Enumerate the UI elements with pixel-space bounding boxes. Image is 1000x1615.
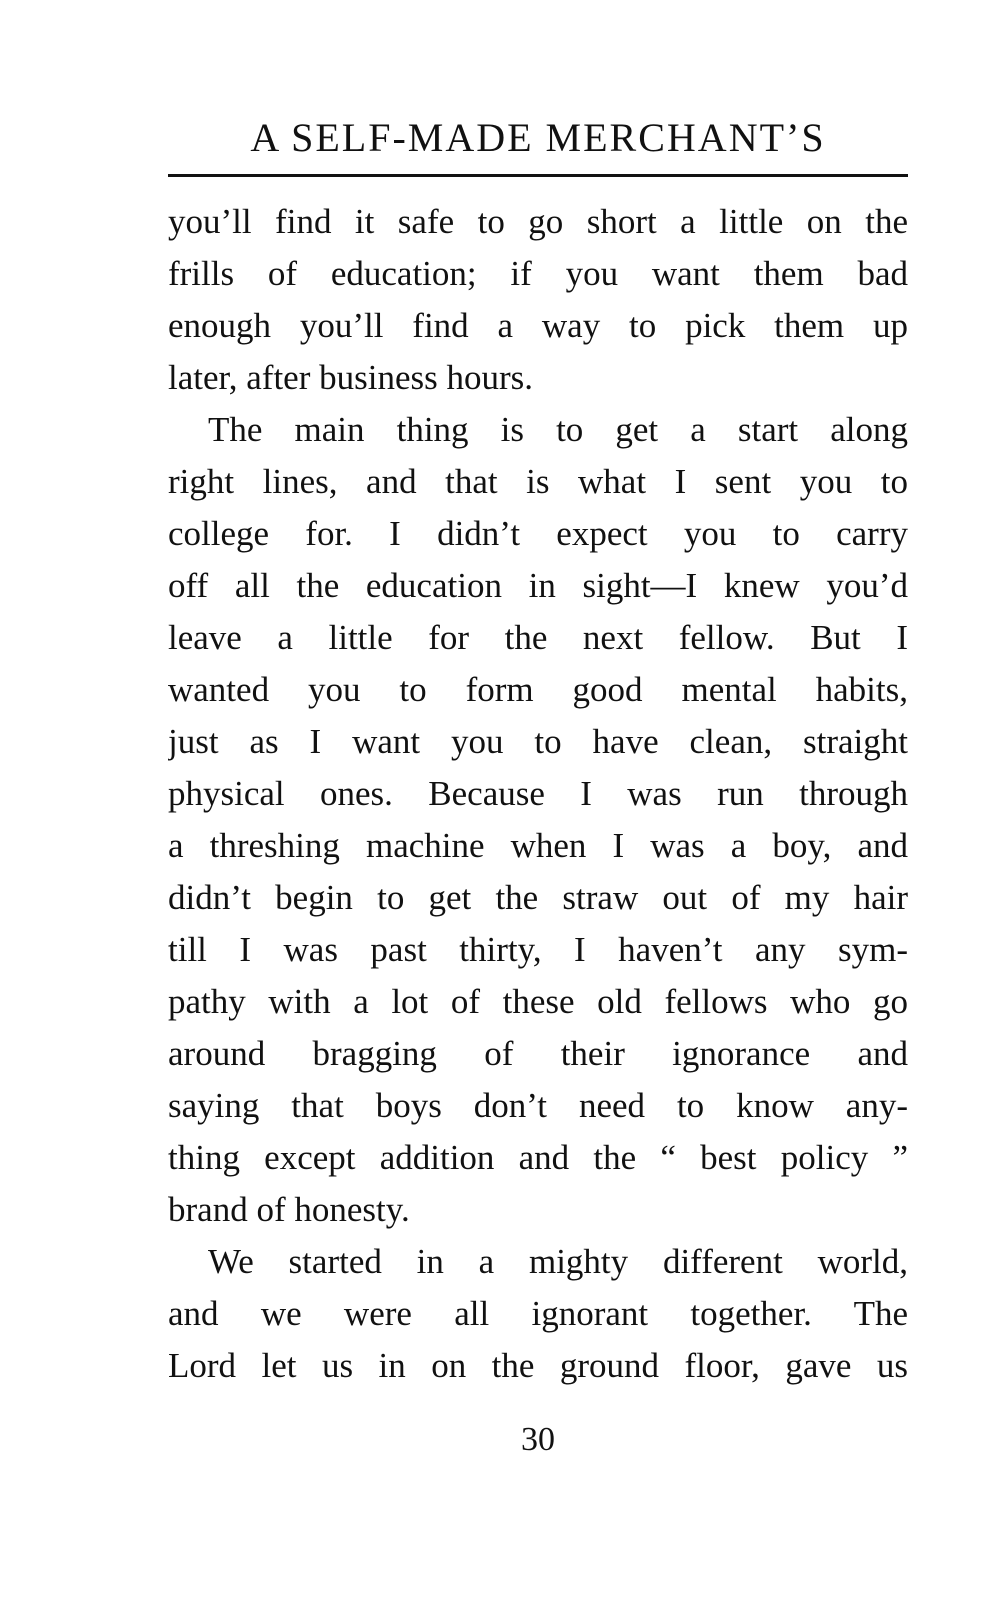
text-line: didn’t begin to get the straw out of my hair [168,878,908,917]
text-line: and we were all ignorant together. The [168,1294,908,1333]
text-line: We started in a mighty different world, [208,1242,908,1281]
running-head: A SELF-MADE MERCHANT’S [250,115,826,160]
text-line: a threshing machine when I was a boy, and [168,826,908,865]
text-line: Lord let us in on the ground floor, gave us [168,1346,908,1385]
text-line: pathy with a lot of these old fellows who go [168,982,908,1021]
text-line: thing except addition and the “ best policy ” [168,1138,908,1177]
text-line: frills of education; if you want them bad [168,254,908,293]
text-line: leave a little for the next fellow. But I [168,618,908,657]
text-line: college for. I didn’t expect you to carry [168,514,908,553]
text-line: off all the education in sight—I knew you’d [168,566,908,605]
text-line: saying that boys don’t need to know any- [168,1086,908,1125]
text-line: physical ones. Because I was run through [168,774,908,813]
text-line: brand of honesty. [168,1190,410,1229]
header-rule [168,174,908,177]
text-line: wanted you to form good mental habits, [168,670,908,709]
text-line: till I was past thirty, I haven’t any sym- [168,930,908,969]
text-line: you’ll find it safe to go short a little on the [168,202,908,241]
body-text [168,196,908,1392]
text-line: just as I want you to have clean, straight [168,722,908,761]
page-number: 30 [521,1421,555,1458]
text-line: around bragging of their ignorance and [168,1034,908,1073]
text-line: later, after business hours. [168,358,534,397]
text-line: The main thing is to get a start along [208,410,908,449]
text-line: right lines, and that is what I sent you to [168,462,908,501]
text-line: enough you’ll find a way to pick them up [168,306,908,345]
